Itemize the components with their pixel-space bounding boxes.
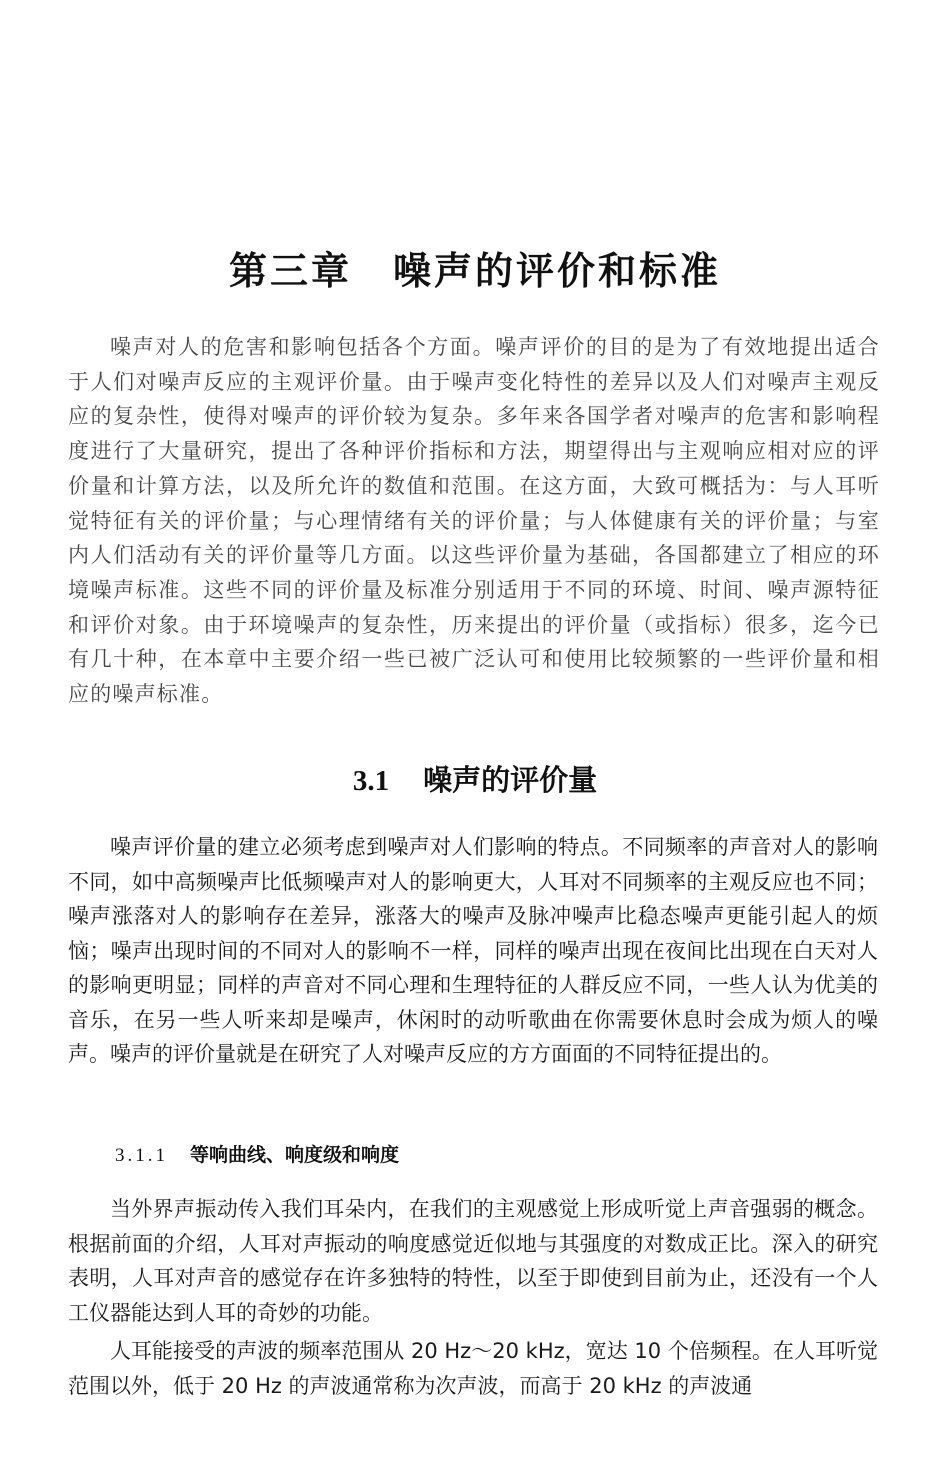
subsection-title: 等响曲线、响度级和响度 xyxy=(190,1144,400,1166)
subsection-paragraph-2: 人耳能接受的声波的频率范围从 20 Hz～20 kHz，宽达 10 个倍频程。在人耳听觉范围以外，低于 20 Hz 的声波通常称为次声波，而高于 20 kHz 的声波通 xyxy=(68,1339,878,1398)
section-heading xyxy=(0,758,950,799)
subsection-number: 3.1.1 xyxy=(115,1145,168,1166)
section-number: 3.1 xyxy=(352,765,390,797)
section-title: 噪声的评价量 xyxy=(423,763,598,797)
chapter-title: 第三章 噪声的评价和标准 xyxy=(228,249,721,294)
chapter-intro-paragraph: 噪声对人的危害和影响包括各个方面。噪声评价的目的是为了有效地提出适合于人们对噪声反应的主观评价量。由于噪声变化特性的差异以及人们对噪声主观反应的复杂性，使得对噪声的评价较为复杂。多年来各国学者对噪声的危害和影响程度进行了大量研究，提出了各种评价指标和方法，期望得出与主观响应相对应的评价量和计算方法，以及所允许的数值和范围。在这方面，大致可概括为：与人耳听觉特征有关的评价量；与心理情绪有关的评价量；与人体健康有关的评价量；与室内人们活动有关的评价量等几方面。以这些评价量为基础，各国都建立了相应的环境噪声标准。这些不同的评价量及标准分别适用于不同的环境、时间、噪声源特征和评价对象。由于环境噪声的复杂性，历来提出的评价量（或指标）很多，迄今已有几十种，在本章中主要介绍一些已被广泛认可和使用比较频繁的一些评价量和相应的噪声标准。 xyxy=(68,335,880,707)
subsection-paragraph-1: 当外界声振动传入我们耳朵内，在我们的主观感觉上形成听觉上声音强弱的概念。根据前面的介绍，人耳对声振动的响度感觉近似地与其强度的对数成正比。深入的研究表明，人耳对声音的感觉存在许多独特的特性，以至于即使到目前为止，还没有一个人工仪器能达到人耳的奇妙的功能。 xyxy=(68,1197,878,1325)
section-paragraph: 噪声评价量的建立必须考虑到噪声对人们影响的特点。不同频率的声音对人的影响不同，如中高频噪声比低频噪声对人的影响更大，人耳对不同频率的主观反应也不同；噪声涨落对人的影响存在差异，涨落大的噪声及脉冲噪声比稳态噪声更能引起人的烦恼；噪声出现时间的不同对人的影响不一样，同样的噪声出现在夜间比出现在白天对人的影响更明显；同样的声音对不同心理和生理特征的人群反应不同，一些人认为优美的音乐，在另一些人听来却是噪声，休闲时的动听歌曲在你需要休息时会成为烦人的噪声。噪声的评价量就是在研究了人对噪声反应的方方面面的不同特征提出的。 xyxy=(68,835,878,1066)
subsection-heading xyxy=(115,1140,399,1167)
